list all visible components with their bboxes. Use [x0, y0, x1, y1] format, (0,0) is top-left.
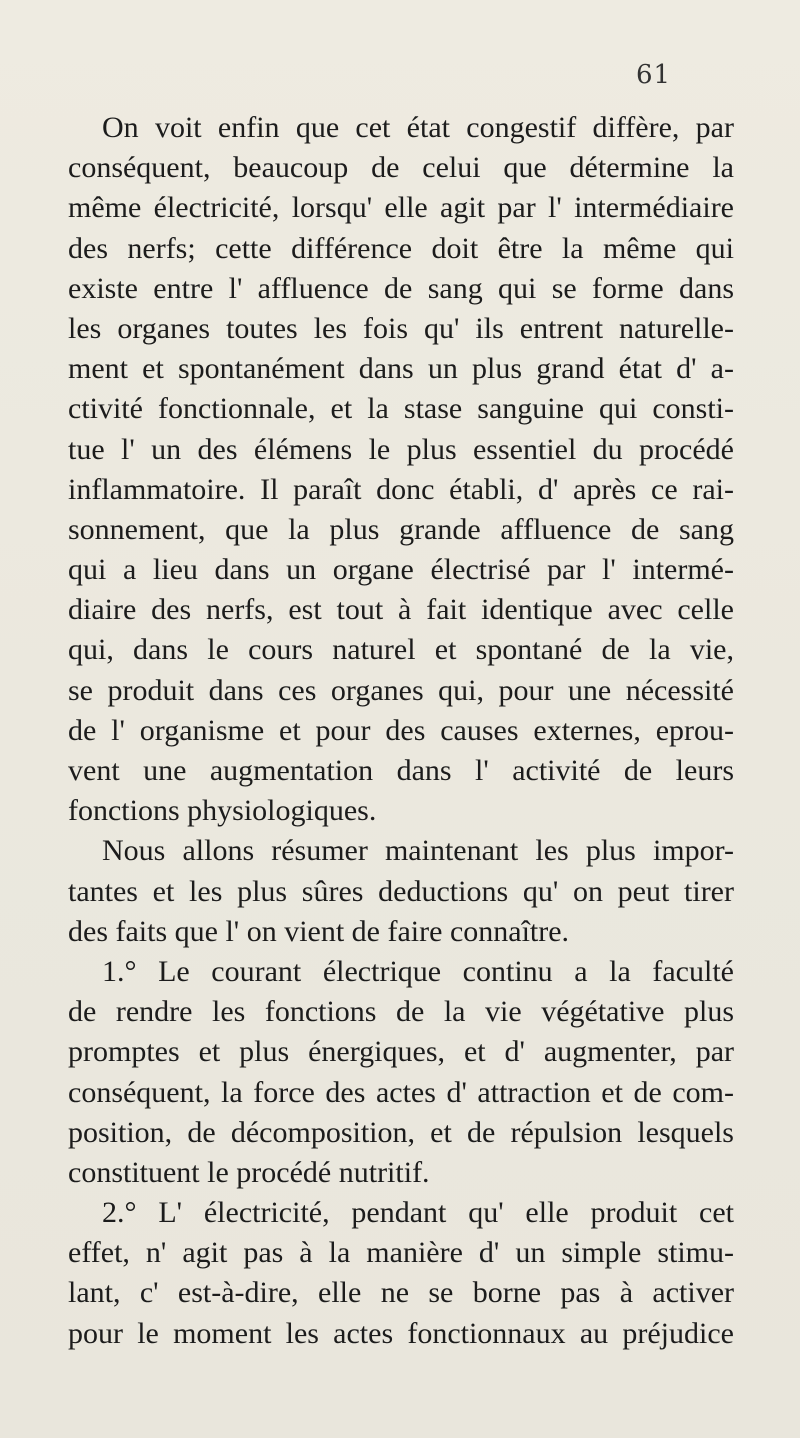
text-line: de rendre les fonctions de la vie végétative plus [68, 995, 734, 1029]
text-line: se produit dans ces organes qui, pour une nécessité [68, 673, 734, 707]
text-line: 1.° Le courant électrique continu a la faculté [102, 954, 734, 988]
page-number: 61 [636, 60, 672, 90]
body-text [68, 108, 734, 1354]
text-line: sonnement, que la plus grande affluence de sang [68, 512, 734, 546]
text-line: constituent le procédé nutritif. [68, 1155, 430, 1189]
text-line: qui a lieu dans un organe électrisé par l' intermé- [68, 553, 734, 587]
text-line: de l' organisme et pour des causes externes, eprou- [68, 713, 734, 747]
text-line: diaire des nerfs, est tout à fait identique avec celle [68, 593, 734, 627]
text-line: effet, n' agit pas à la manière d' un simple stimu- [68, 1236, 734, 1270]
text-line: conséquent, beaucoup de celui que détermine la [68, 151, 734, 185]
text-line: qui, dans le cours naturel et spontané de la vie, [68, 633, 734, 667]
text-line: ment et spontanément dans un plus grand état d' a- [68, 352, 734, 386]
text-line: ctivité fonctionnale, et la stase sanguine qui consti- [68, 392, 734, 426]
text-line: les organes toutes les fois qu' ils entrent naturelle- [68, 311, 734, 345]
text-line: existe entre l' affluence de sang qui se forme dans [68, 271, 734, 305]
text-line: tue l' un des élémens le plus essentiel du procédé [68, 432, 734, 466]
text-line: tantes et les plus sûres deductions qu' on peut tirer [68, 874, 734, 908]
text-line: même électricité, lorsqu' elle agit par l' intermédiaire [68, 191, 734, 225]
text-line: pour le moment les actes fonctionnaux au préjudice [68, 1316, 734, 1350]
text-line: fonctions physiologiques. [68, 794, 377, 828]
text-line: conséquent, la force des actes d' attraction et de com- [68, 1075, 734, 1109]
text-line: vent une augmentation dans l' activité de leurs [68, 754, 734, 787]
text-line: promptes et plus énergiques, et d' augmenter, par [68, 1035, 734, 1069]
text-line: des nerfs; cette différence doit être la même qui [68, 231, 734, 265]
text-line: des faits que l' on vient de faire connaître. [68, 914, 570, 948]
text-line: Nous allons résumer maintenant les plus impor- [102, 834, 734, 868]
text-line: lant, c' est-à-dire, elle ne se borne pas à activer [68, 1276, 734, 1310]
text-line: position, de décomposition, et de répulsion lesquels [68, 1115, 734, 1149]
text-line: inflammatoire. Il paraît donc établi, d' après ce rai- [68, 472, 734, 506]
text-line: On voit enfin que cet état congestif diffère, par [102, 111, 734, 144]
text-line: 2.° L' électricité, pendant qu' elle produit cet [102, 1196, 734, 1230]
